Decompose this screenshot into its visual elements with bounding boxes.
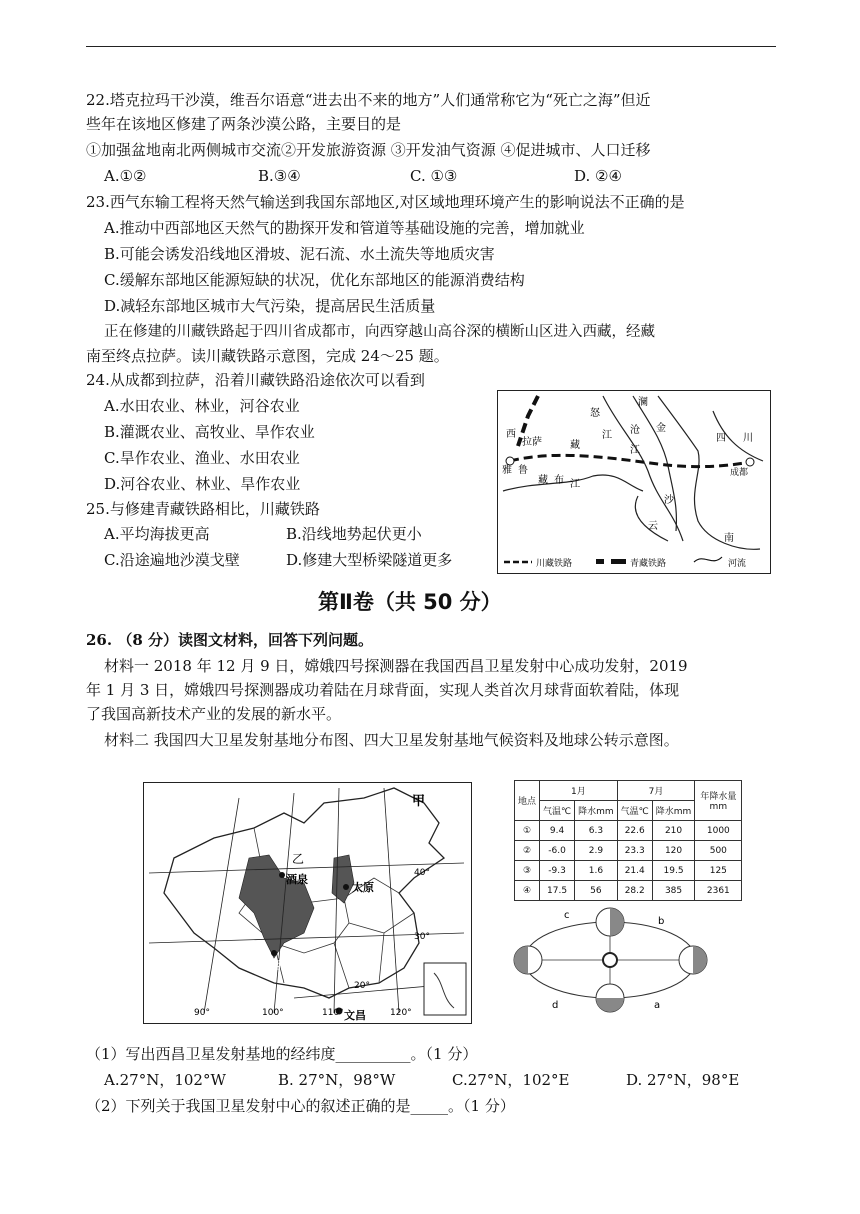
q26-sub1-option-b[interactable]: B. 27°N，98°W (278, 1071, 396, 1089)
col-site: 地点 (515, 781, 540, 821)
q26-material1-line2: 年 1 月 3 日，嫦娥四号探测器成功着陆在月球背面，实现人类首次月球背面软着陆，体现 (86, 681, 680, 699)
q26-material1-line1: 材料一 2018 年 12 月 9 日，嫦娥四号探测器在我国西昌卫星发射中心成功发射，2019 (104, 657, 688, 675)
cell: 120 (652, 841, 695, 861)
q24-option-d[interactable]: D.河谷农业、林业、旱作农业 (104, 475, 301, 493)
cell: 2.9 (575, 841, 618, 861)
cell: 17.5 (540, 881, 575, 901)
cell: 22.6 (617, 821, 652, 841)
q23-option-d[interactable]: D.减轻东部地区城市大气污染，提高居民生活质量 (104, 297, 436, 315)
cell: 1000 (695, 821, 742, 841)
intro-line1: 正在修建的川藏铁路起于四川省成都市，向西穿越山高谷深的横断山区进入西藏，经藏 (104, 324, 655, 340)
q26-sub1: （1）写出西昌卫星发射基地的经纬度__________。（1 分） (86, 1045, 478, 1063)
q22-option-a[interactable]: A.①② (104, 167, 147, 185)
intro-line2: 南至终点拉萨。读川藏铁路示意图，完成 24～25 题。 (86, 347, 449, 365)
map-label-cang: 沧 (630, 425, 640, 436)
section-title: 第Ⅱ卷（共 50 分） (318, 590, 502, 614)
q24-stem: 24.从成都到拉萨，沿着川藏铁路沿途依次可以看到 (86, 371, 425, 389)
orbit-label-b: b (658, 916, 665, 927)
cell: -9.3 (540, 861, 575, 881)
legend-river: 河流 (728, 559, 747, 569)
map-label-lasa: 拉萨 (522, 437, 542, 448)
col-annual: 年降水量 mm (695, 781, 742, 821)
col-jan-prec: 降水mm (575, 801, 618, 821)
col-jul: 7月 (617, 781, 695, 801)
q25-option-d[interactable]: D.修建大型桥梁隧道更多 (286, 551, 453, 569)
map-label-chengdu: 成都 (730, 468, 749, 478)
q23-option-b[interactable]: B.可能会诱发沿线地区滑坡、泥石流、水土流失等地质灾害 (104, 245, 495, 263)
q26-sub1-option-a[interactable]: A.27°N，102°W (104, 1071, 226, 1089)
col-jul-prec: 降水mm (652, 801, 695, 821)
q24-option-c[interactable]: C.旱作农业、渔业、水田农业 (104, 449, 300, 467)
map-label-wenchang: 文昌 (344, 1009, 366, 1022)
lon-110: 110° (322, 1008, 344, 1018)
cell: 125 (695, 861, 742, 881)
cell: 1.6 (575, 861, 618, 881)
map-label-xichang: 西昌 (270, 959, 292, 972)
map-label-jia: 甲 (412, 794, 426, 809)
map-label-si: 四 (716, 433, 726, 444)
cell: ② (515, 841, 540, 861)
q25-option-a[interactable]: A.平均海拔更高 (104, 525, 210, 543)
map-label-zang2: 藏 (538, 475, 548, 486)
launch-site-map (143, 782, 472, 1024)
cell: 56 (575, 881, 618, 901)
q23-option-a[interactable]: A.推动中西部地区天然气的勘探开发和管道等基础设施的完善，增加就业 (104, 219, 585, 237)
col-jul-temp: 气温℃ (617, 801, 652, 821)
map-label-yi: 乙 (292, 852, 305, 866)
cell: 9.4 (540, 821, 575, 841)
cell: 19.5 (652, 861, 695, 881)
map-label-chuan: 川 (743, 433, 753, 444)
map-label-zang: 藏 (570, 440, 580, 451)
map-label-jiang1: 江 (602, 430, 612, 441)
cell: 23.3 (617, 841, 652, 861)
cell: 500 (695, 841, 742, 861)
cell: 385 (652, 881, 695, 901)
map-label-yun: 云 (648, 521, 658, 532)
map-label-ya: 雅 (502, 465, 512, 476)
q22-stem-line1: 22.塔克拉玛干沙漠，维吾尔语意“进去出不来的地方”人们通常称它为“死亡之海”但近 (86, 91, 651, 109)
q22-stem-line2: 些年在该地区修建了两条沙漠公路，主要目的是 (86, 115, 402, 133)
map-label-nu: 怒 (590, 408, 600, 419)
legend-chuanzang: 川藏铁路 (536, 559, 573, 569)
q22-items: ①加强盆地南北两侧城市交流②开发旅游资源 ③开发油气资源 ④促进城市、人口迁移 (86, 141, 651, 159)
col-jan: 1月 (540, 781, 618, 801)
lon-100: 100° (262, 1008, 284, 1018)
lat-20: 20° (354, 981, 370, 991)
q24-option-b[interactable]: B.灌溉农业、高牧业、旱作农业 (104, 423, 315, 441)
map-label-nan: 南 (724, 533, 734, 544)
cell: ③ (515, 861, 540, 881)
table-row (515, 881, 742, 901)
map-label-lan: 澜 (638, 397, 648, 408)
q25-option-b[interactable]: B.沿线地势起伏更小 (286, 525, 422, 543)
orbit-label-a: a (654, 1000, 661, 1011)
cell: 28.2 (617, 881, 652, 901)
q26-sub1-option-c[interactable]: C.27°N，102°E (452, 1071, 570, 1089)
orbit-diagram (508, 904, 713, 1016)
q23-stem: 23.西气东输工程将天然气输送到我国东部地区,对区域地理环境产生的影响说法不正确的是 (86, 193, 685, 211)
q26-material1-line3: 了我国高新技术产业的发展的新水平。 (86, 705, 342, 723)
lon-120: 120° (390, 1008, 412, 1018)
map-label-jiang2: 江 (630, 445, 640, 456)
map-label-lu: 鲁 (518, 465, 528, 476)
table-row (515, 861, 742, 881)
cell: 6.3 (575, 821, 618, 841)
orbit-label-c: c (564, 910, 570, 921)
q24-option-a[interactable]: A.水田农业、林业，河谷农业 (104, 397, 300, 415)
lat-30: 30° (414, 932, 430, 942)
lat-40: 40° (414, 868, 430, 878)
col-jan-temp: 气温℃ (540, 801, 575, 821)
map-label-jin: 金 (656, 423, 666, 434)
q26-sub1-option-d[interactable]: D. 27°N，98°E (626, 1071, 740, 1089)
q22-option-c[interactable]: C. ①③ (410, 167, 458, 185)
q23-option-c[interactable]: C.缓解东部地区能源短缺的状况，优化东部地区的能源消费结构 (104, 271, 525, 289)
cell: 210 (652, 821, 695, 841)
orbit-label-d: d (552, 1000, 559, 1011)
q25-stem: 25.与修建青藏铁路相比，川藏铁路 (86, 500, 320, 518)
q26-material2: 材料二 我国四大卫星发射基地分布图、四大卫星发射基地气候资料及地球公转示意图。 (104, 731, 679, 749)
map-label-xi: 西 (506, 429, 516, 440)
cell: -6.0 (540, 841, 575, 861)
table-row (515, 841, 742, 861)
map-label-jiang3: 江 (570, 479, 580, 490)
map-label-jiuquan: 酒泉 (286, 873, 308, 886)
cell: ④ (515, 881, 540, 901)
map-label-taiyuan: 太原 (352, 881, 374, 894)
railway-map (497, 390, 771, 574)
cell: 2361 (695, 881, 742, 901)
lon-90: 90° (194, 1008, 210, 1018)
map-label-bu: 布 (554, 475, 564, 486)
table-row (515, 821, 742, 841)
q26-header: 26. （8 分）读图文材料，回答下列问题。 (86, 631, 373, 649)
header-rule (86, 46, 776, 47)
cell: 21.4 (617, 861, 652, 881)
q22-option-d[interactable]: D. ②④ (574, 167, 622, 185)
cell: ① (515, 821, 540, 841)
map-label-sha: 沙 (664, 495, 674, 506)
q25-option-c[interactable]: C.沿途遍地沙漠戈壁 (104, 551, 240, 569)
q26-sub2: （2）下列关于我国卫星发射中心的叙述正确的是_____。（1 分） (86, 1097, 515, 1115)
climate-table (514, 780, 742, 901)
q22-option-b[interactable]: B.③④ (258, 167, 301, 185)
legend-qingzang: 青藏铁路 (630, 559, 667, 569)
